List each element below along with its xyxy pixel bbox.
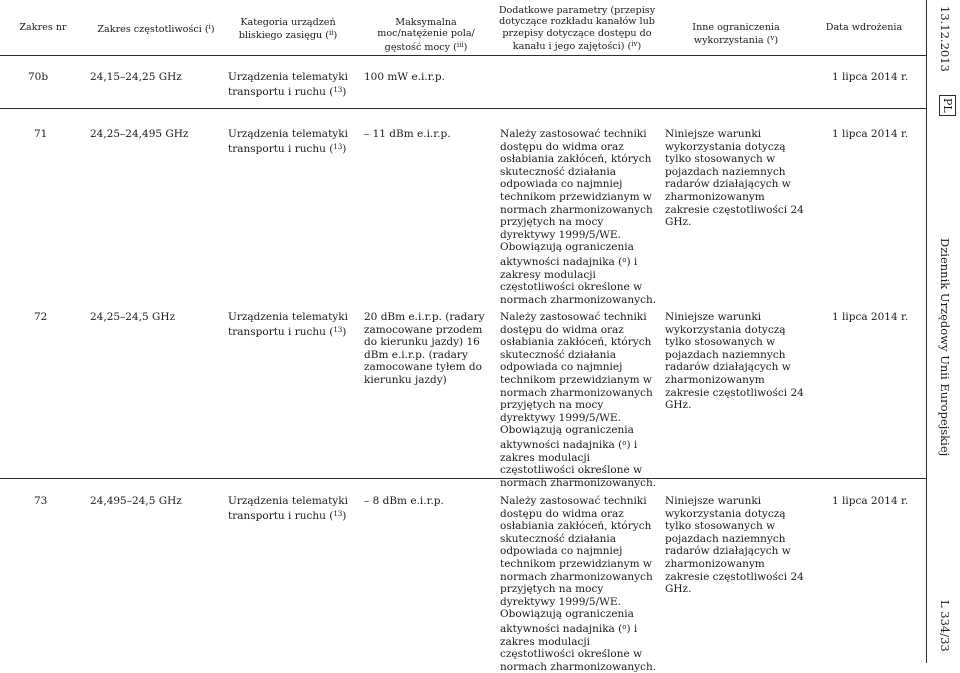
row-72-frequency: 24,25–24,5 GHz: [90, 311, 176, 323]
row-71-other: Niniejsze warunki wykorzystania dotyczą tylko stosowanych w pojazdach naziemnych radarów działających w zharmonizowanym zakresie częstotliwości 24 GHz.: [665, 128, 804, 229]
margin-divider: [926, 0, 927, 663]
row-73-power: – 8 dBm e.i.r.p.: [364, 495, 444, 507]
row-71-date: 1 lipca 2014 r.: [832, 128, 909, 140]
row-divider: [0, 478, 926, 479]
header-zakres-nr: Zakres nr: [19, 22, 67, 33]
header-device-category: Kategoria urządzeń bliskiego zasięgu ($^{ii}$): [238, 17, 338, 42]
row-72-nr: 72: [34, 311, 48, 323]
row-divider: [0, 108, 926, 109]
row-73-other: Niniejsze warunki wykorzystania dotyczą tylko stosowanych w pojazdach naziemnych radarów działających w zharmonizowanym zakresie częstotliwości 24 GHz.: [665, 495, 804, 596]
row-70b-nr: 70b: [28, 71, 49, 83]
row-72-power: 20 dBm e.i.r.p. (radary zamocowane przodem do kierunku jazdy) 16 dBm e.i.r.p. (radary zamocowane tyłem do kierunku jazdy): [364, 311, 485, 386]
row-70b-category: Urządzenia telematyki transportu i ruchu ($^{13}$): [228, 71, 348, 98]
row-71-category: Urządzenia telematyki transportu i ruchu ($^{13}$): [228, 128, 348, 155]
row-73-params: Należy zastosować techniki dostępu do widma oraz osłabiania zakłóceń, których skuteczność działania odpowiada co najmniej technikom przewidzianym w normach zharmonizowanych przyjętych na mocy dyrektywy 1999/5/WE. Obowiązują ograniczenia aktywności nadajnika ($^o$) i zakres modulacji częstotliwości określone w normach zharmonizowanych.: [500, 495, 657, 673]
margin-journal-title: Dziennik Urzędowy Unii Europejskiej: [938, 238, 952, 457]
row-71-params: Należy zastosować techniki dostępu do widma oraz osłabiania zakłóceń, których skuteczność działania odpowiada co najmniej technikom przewidzianym w normach zharmonizowanych przyjętych na mocy dyrektywy 1999/5/WE. Obowiązują ograniczenia aktywności nadajnika ($^o$) i zakresy modulacji częstotliwości określone w normach zharmonizowanych.: [500, 128, 657, 306]
margin-date: 13.12.2013: [938, 6, 952, 72]
row-71-power: – 11 dBm e.i.r.p.: [364, 128, 451, 140]
row-70b-date: 1 lipca 2014 r.: [832, 71, 909, 83]
row-72-category: Urządzenia telematyki transportu i ruchu ($^{13}$): [228, 311, 348, 338]
header-max-power: Maksymalna moc/natężenie pola/ gęstość mocy ($^{iii}$): [377, 17, 475, 53]
header-additional-params: Dodatkowe parametry (przepisy dotyczące rozkładu kanałów lub przepisy dotyczące dostępu do kanału i jego zajętości) ($^{iv}$): [498, 5, 656, 53]
margin-page-ref: L 334/33: [938, 600, 952, 652]
row-71-nr: 71: [34, 128, 48, 140]
row-73-nr: 73: [34, 495, 48, 507]
row-73-frequency: 24,495–24,5 GHz: [90, 495, 182, 507]
header-rule: [0, 55, 926, 56]
header-frequency-range: Zakres częstotliwości ($^i$): [97, 23, 215, 35]
row-72-date: 1 lipca 2014 r.: [832, 311, 909, 323]
row-71-frequency: 24,25–24,495 GHz: [90, 128, 189, 140]
header-implementation-date: Data wdrożenia: [825, 22, 903, 33]
margin-language-box: PL: [939, 95, 956, 116]
row-72-other: Niniejsze warunki wykorzystania dotyczą tylko stosowanych w pojazdach naziemnych radarów działających w zharmonizowanym zakresie częstotliwości 24 GHz.: [665, 311, 804, 412]
row-70b-power: 100 mW e.i.r.p.: [364, 71, 445, 83]
header-other-restrictions: Inne ograniczenia wykorzystania ($^v$): [692, 22, 780, 47]
row-72-params: Należy zastosować techniki dostępu do widma oraz osłabiania zakłóceń, których skuteczność działania odpowiada co najmniej technikom przewidzianym w normach zharmonizowanych przyjętych na mocy dyrektywy 1999/5/WE. Obowiązują ograniczenia aktywności nadajnika ($^o$) i zakres modulacji częstotliwości określone w normach zharmonizowanych.: [500, 311, 657, 489]
row-70b-frequency: 24,15–24,25 GHz: [90, 71, 182, 83]
row-73-category: Urządzenia telematyki transportu i ruchu ($^{13}$): [228, 495, 348, 522]
row-73-date: 1 lipca 2014 r.: [832, 495, 909, 507]
